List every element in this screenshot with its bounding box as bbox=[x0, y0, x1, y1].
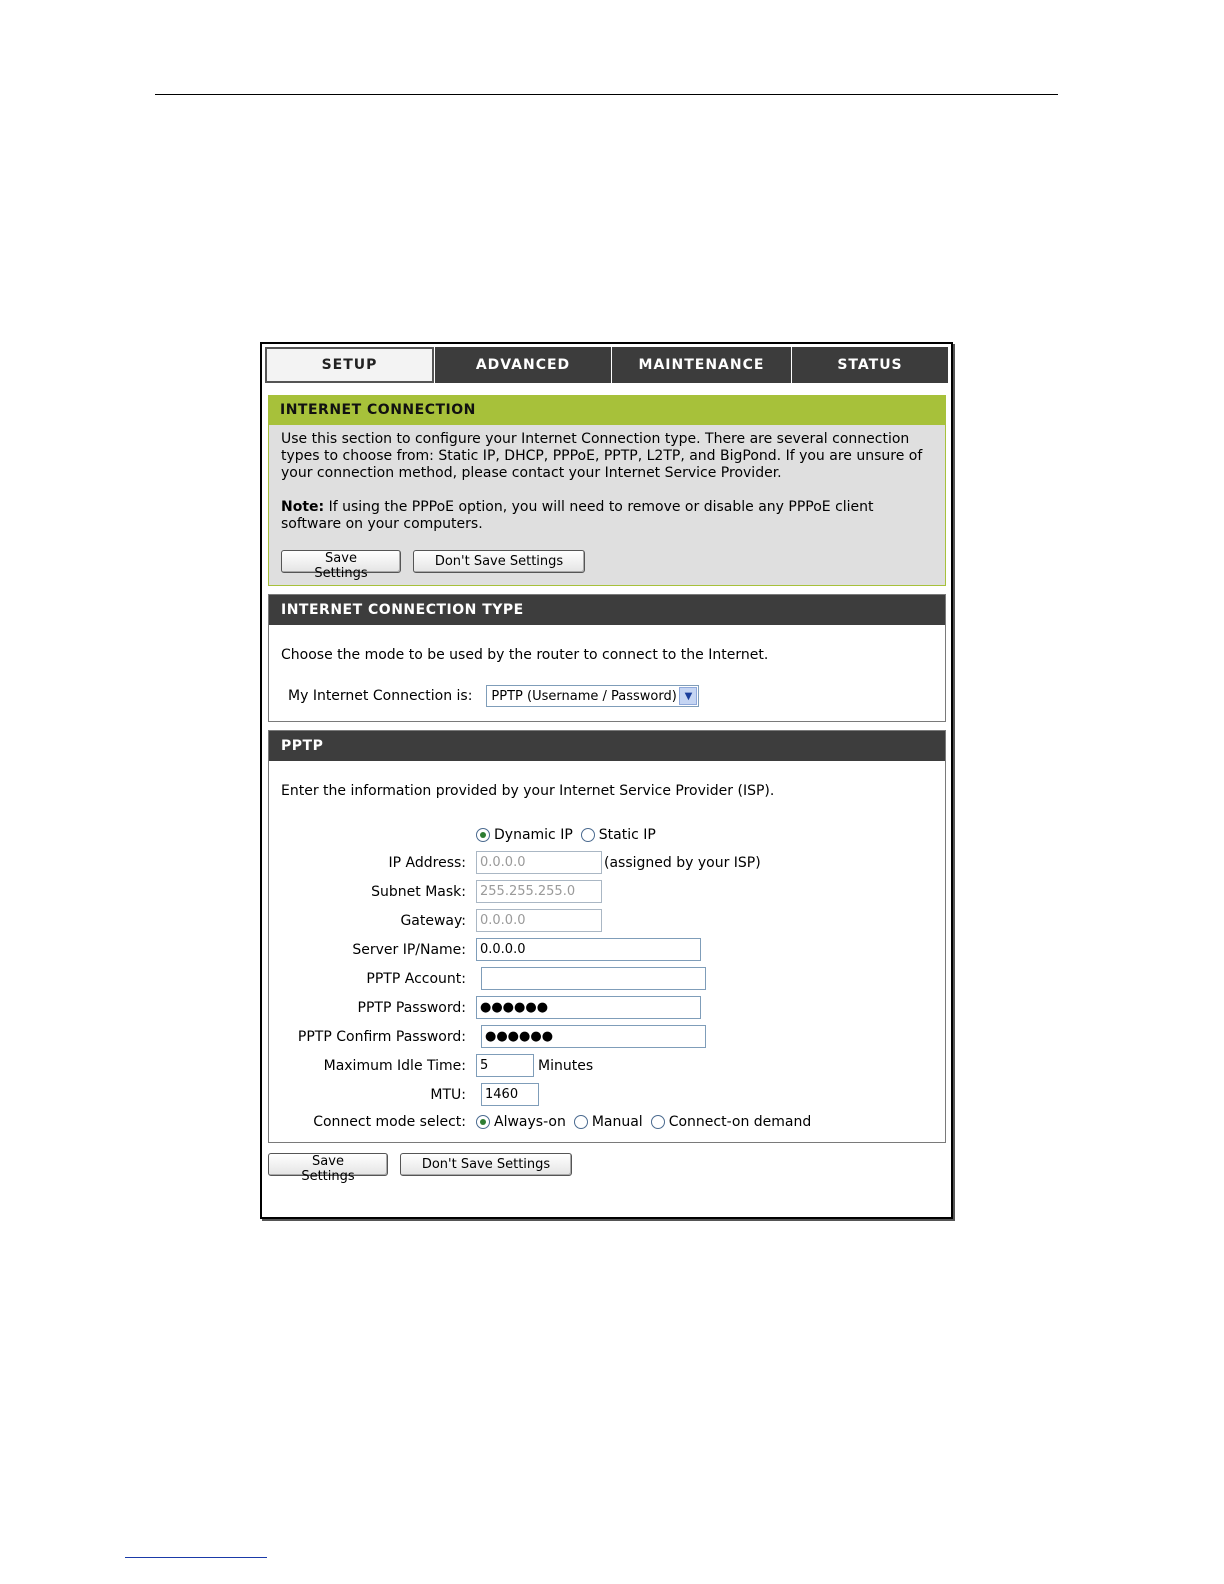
radio-selected-icon bbox=[476, 828, 490, 842]
radio-label: Always-on bbox=[494, 1114, 566, 1130]
tab-status[interactable]: STATUS bbox=[791, 347, 948, 383]
top-button-row bbox=[281, 550, 933, 581]
pptp-confirm-password-input[interactable] bbox=[481, 1025, 706, 1048]
pptp-desc: Enter the information provided by your Internet Service Provider (ISP). bbox=[281, 783, 775, 799]
radio-label: Connect-on demand bbox=[668, 1114, 812, 1130]
pptp-confirm-password-label: PPTP Confirm Password: bbox=[297, 1028, 466, 1045]
note-text: If using the PPPoE option, you will need to remove or disable any PPPoE client software on your computers. bbox=[281, 499, 874, 532]
ip-address-label: IP Address: bbox=[388, 854, 466, 871]
gateway-label: Gateway: bbox=[400, 912, 466, 929]
subnet-mask-label: Subnet Mask: bbox=[371, 883, 466, 900]
main-tabs bbox=[265, 347, 948, 383]
connection-type-label: My Internet Connection is: bbox=[288, 688, 473, 704]
connect-mode-label: Connect mode select: bbox=[313, 1114, 466, 1130]
tab-advanced[interactable]: ADVANCED bbox=[434, 347, 611, 383]
connection-type-title: INTERNET CONNECTION TYPE bbox=[269, 595, 945, 625]
radio-dynamic-ip[interactable] bbox=[476, 827, 573, 843]
footnote-rule bbox=[125, 1557, 267, 1558]
pptp-account-input[interactable] bbox=[481, 967, 706, 990]
mtu-label: MTU: bbox=[430, 1086, 466, 1103]
router-setup-screenshot bbox=[260, 342, 953, 1219]
connection-type-desc: Choose the mode to be used by the router to connect to the Internet. bbox=[281, 647, 769, 663]
pptp-title: PPTP bbox=[269, 731, 945, 761]
pptp-password-label: PPTP Password: bbox=[357, 999, 466, 1016]
connection-type-section bbox=[268, 594, 946, 722]
dont-save-settings-button-bottom[interactable]: Don't Save Settings bbox=[400, 1153, 572, 1176]
tab-setup[interactable]: SETUP bbox=[265, 347, 434, 383]
mtu-input[interactable] bbox=[481, 1083, 539, 1106]
radio-unselected-icon bbox=[574, 1115, 588, 1129]
dont-save-settings-button-top[interactable]: Don't Save Settings bbox=[413, 550, 585, 573]
radio-label: Static IP bbox=[598, 827, 656, 843]
page-top-rule bbox=[155, 94, 1058, 95]
bottom-button-row bbox=[268, 1153, 948, 1184]
radio-static-ip[interactable] bbox=[581, 827, 656, 843]
gateway-input bbox=[476, 909, 602, 932]
chevron-down-icon[interactable]: ▼ bbox=[679, 687, 697, 705]
pptp-section bbox=[268, 730, 946, 1143]
subnet-mask-input bbox=[476, 880, 602, 903]
server-ip-input[interactable] bbox=[476, 938, 701, 961]
note-label: Note: bbox=[281, 499, 325, 515]
radio-unselected-icon bbox=[651, 1115, 665, 1129]
tab-maintenance[interactable]: MAINTENANCE bbox=[611, 347, 791, 383]
ip-address-note: (assigned by your ISP) bbox=[604, 854, 761, 871]
radio-label: Dynamic IP bbox=[494, 827, 573, 843]
radio-label: Manual bbox=[591, 1114, 643, 1130]
internet-connection-desc: Use this section to configure your Internet Connection type. There are several connection types to choose from: Static IP, DHCP, PPPoE, PPTP, L2TP, and BigPond. If you are unsure of your connection method, please contact your Internet Service Provider. bbox=[281, 431, 923, 481]
max-idle-time-input[interactable] bbox=[476, 1054, 534, 1077]
radio-unselected-icon bbox=[581, 828, 595, 842]
max-idle-time-label: Maximum Idle Time: bbox=[323, 1057, 466, 1074]
radio-always-on[interactable] bbox=[476, 1114, 566, 1130]
internet-connection-title: INTERNET CONNECTION bbox=[268, 395, 946, 425]
radio-connect-on-demand[interactable] bbox=[651, 1114, 812, 1130]
internet-connection-note bbox=[281, 499, 933, 533]
connection-type-select[interactable] bbox=[486, 685, 699, 707]
radio-selected-icon bbox=[476, 1115, 490, 1129]
server-ip-label: Server IP/Name: bbox=[352, 941, 466, 958]
save-settings-button-bottom[interactable]: Save Settings bbox=[268, 1153, 388, 1176]
idle-unit: Minutes bbox=[538, 1057, 594, 1074]
internet-connection-intro bbox=[268, 425, 946, 586]
connection-type-selected: PPTP (Username / Password) bbox=[491, 688, 677, 704]
save-settings-button-top[interactable]: Save Settings bbox=[281, 550, 401, 573]
pptp-account-label: PPTP Account: bbox=[366, 970, 466, 987]
ip-address-input bbox=[476, 851, 602, 874]
pptp-password-input[interactable] bbox=[476, 996, 701, 1019]
radio-manual[interactable] bbox=[574, 1114, 643, 1130]
internet-connection-section bbox=[268, 395, 946, 586]
